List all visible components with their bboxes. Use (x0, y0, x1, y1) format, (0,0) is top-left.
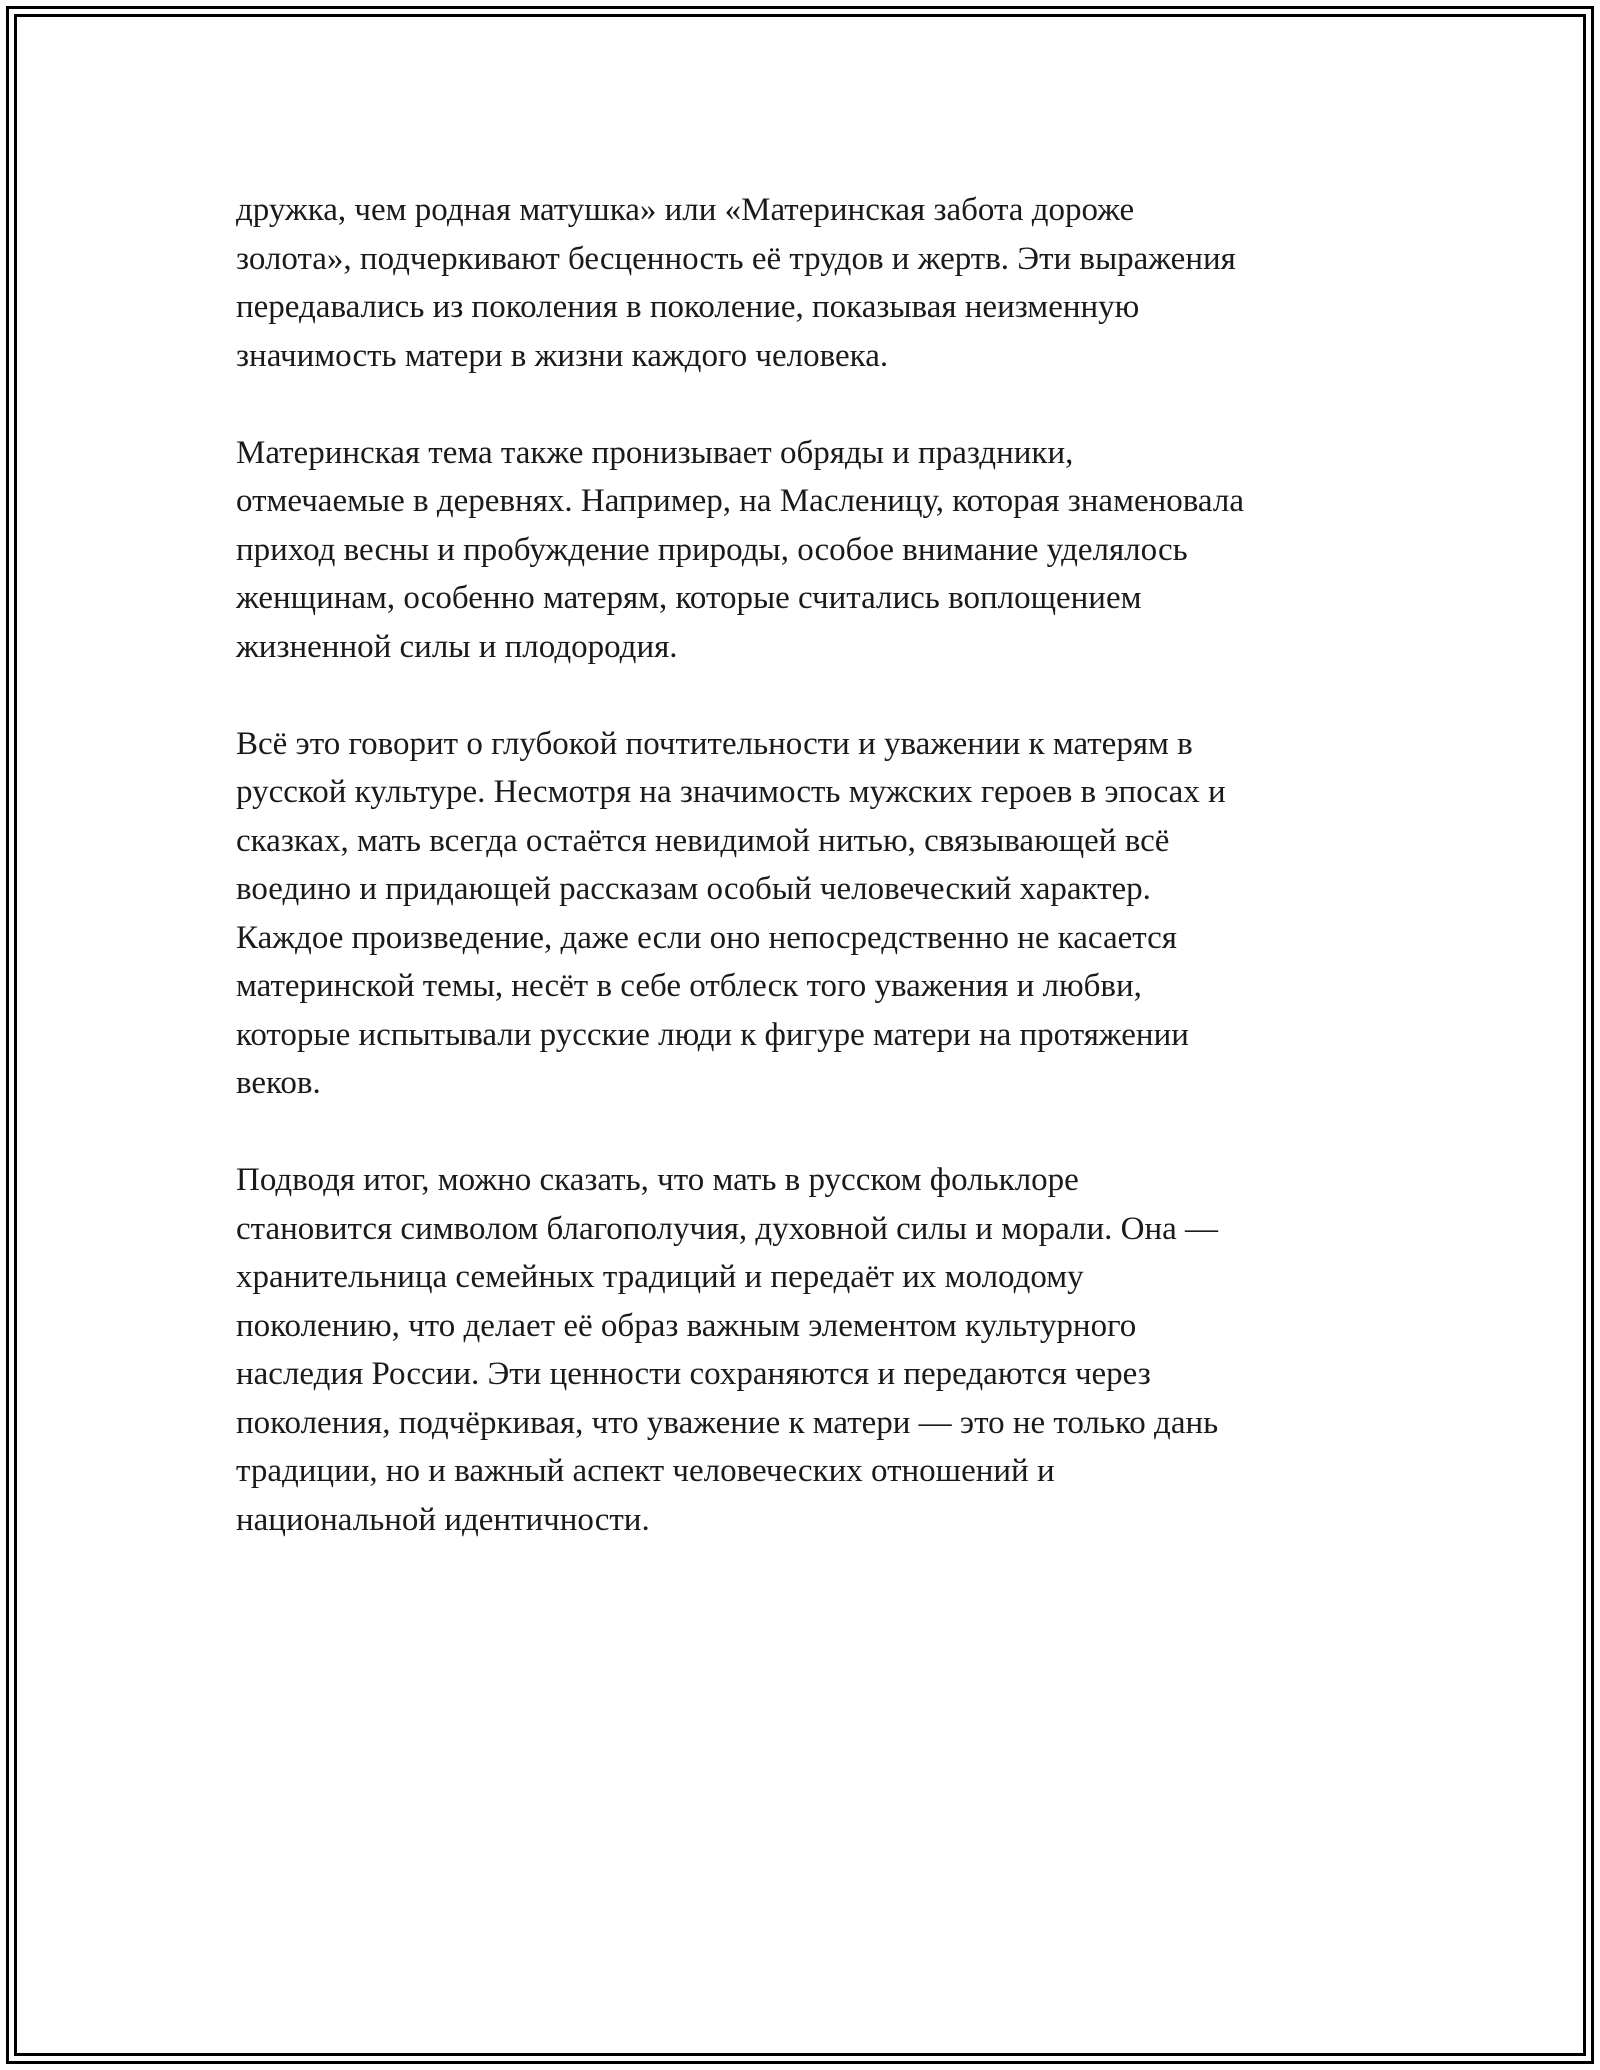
text-line: Материнская тема также пронизывает обряды и праздники, (236, 434, 1074, 471)
paragraph-1 (236, 186, 1386, 380)
paragraph-3 (236, 720, 1386, 1108)
text-line: сказках, мать всегда остаётся невидимой нитью, связывающей всё (236, 822, 1170, 859)
text-line: дружка, чем родная матушка» или «Материнская забота дороже (236, 192, 1135, 228)
text-line: традиции, но и важный аспект человеческих отношений и (236, 1453, 1055, 1489)
text-line: жизненной силы и плодородия. (236, 628, 678, 665)
text-line: женщинам, особенно матерям, которые считались воплощением (236, 580, 1142, 616)
paragraph-4 (236, 1156, 1386, 1544)
text-line: становится символом благополучия, духовной силы и морали. Она — (236, 1210, 1219, 1247)
text-line: русской культуре. Несмотря на значимость мужских героев в эпосах и (236, 774, 1226, 810)
text-line: материнской темы, несёт в себе отблеск того уважения и любви, (236, 968, 1142, 1004)
text-line: Всё это говорит о глубокой почтительности и уважении к матерям в (236, 725, 1193, 762)
text-line: Подводя итог, можно сказать, что мать в русском фольклоре (236, 1162, 1079, 1198)
text-line: воедино и придающей рассказам особый человеческий характер. (236, 871, 1151, 907)
text-line: Каждое произведение, даже если оно непосредственно не касается (236, 919, 1177, 956)
text-line: национальной идентичности. (236, 1501, 650, 1538)
text-line: которые испытывали русские люди к фигуре матери на протяжении (236, 1016, 1189, 1053)
text-line: поколению, что делает её образ важным элементом культурного (236, 1307, 1137, 1344)
paragraph-2 (236, 429, 1386, 672)
text-line: наследия России. Эти ценности сохраняются и передаются через (236, 1356, 1151, 1392)
text-line: отмечаемые в деревнях. Например, на Масленицу, которая знаменовала (236, 483, 1244, 519)
text-line: передавались из поколения в поколение, показывая неизменную (236, 289, 1140, 325)
text-line: приход весны и пробуждение природы, особое внимание уделялось (236, 531, 1188, 568)
text-line: веков. (236, 1065, 321, 1101)
document-body (236, 186, 1386, 1593)
text-line: значимость матери в жизни каждого человека. (236, 337, 889, 374)
text-line: хранительница семейных традиций и передаёт их молодому (236, 1259, 1084, 1295)
text-line: поколения, подчёркивая, что уважение к матери — это не только дань (236, 1404, 1219, 1441)
text-line: золота», подчеркивают бесценность её трудов и жертв. Эти выражения (236, 240, 1236, 277)
